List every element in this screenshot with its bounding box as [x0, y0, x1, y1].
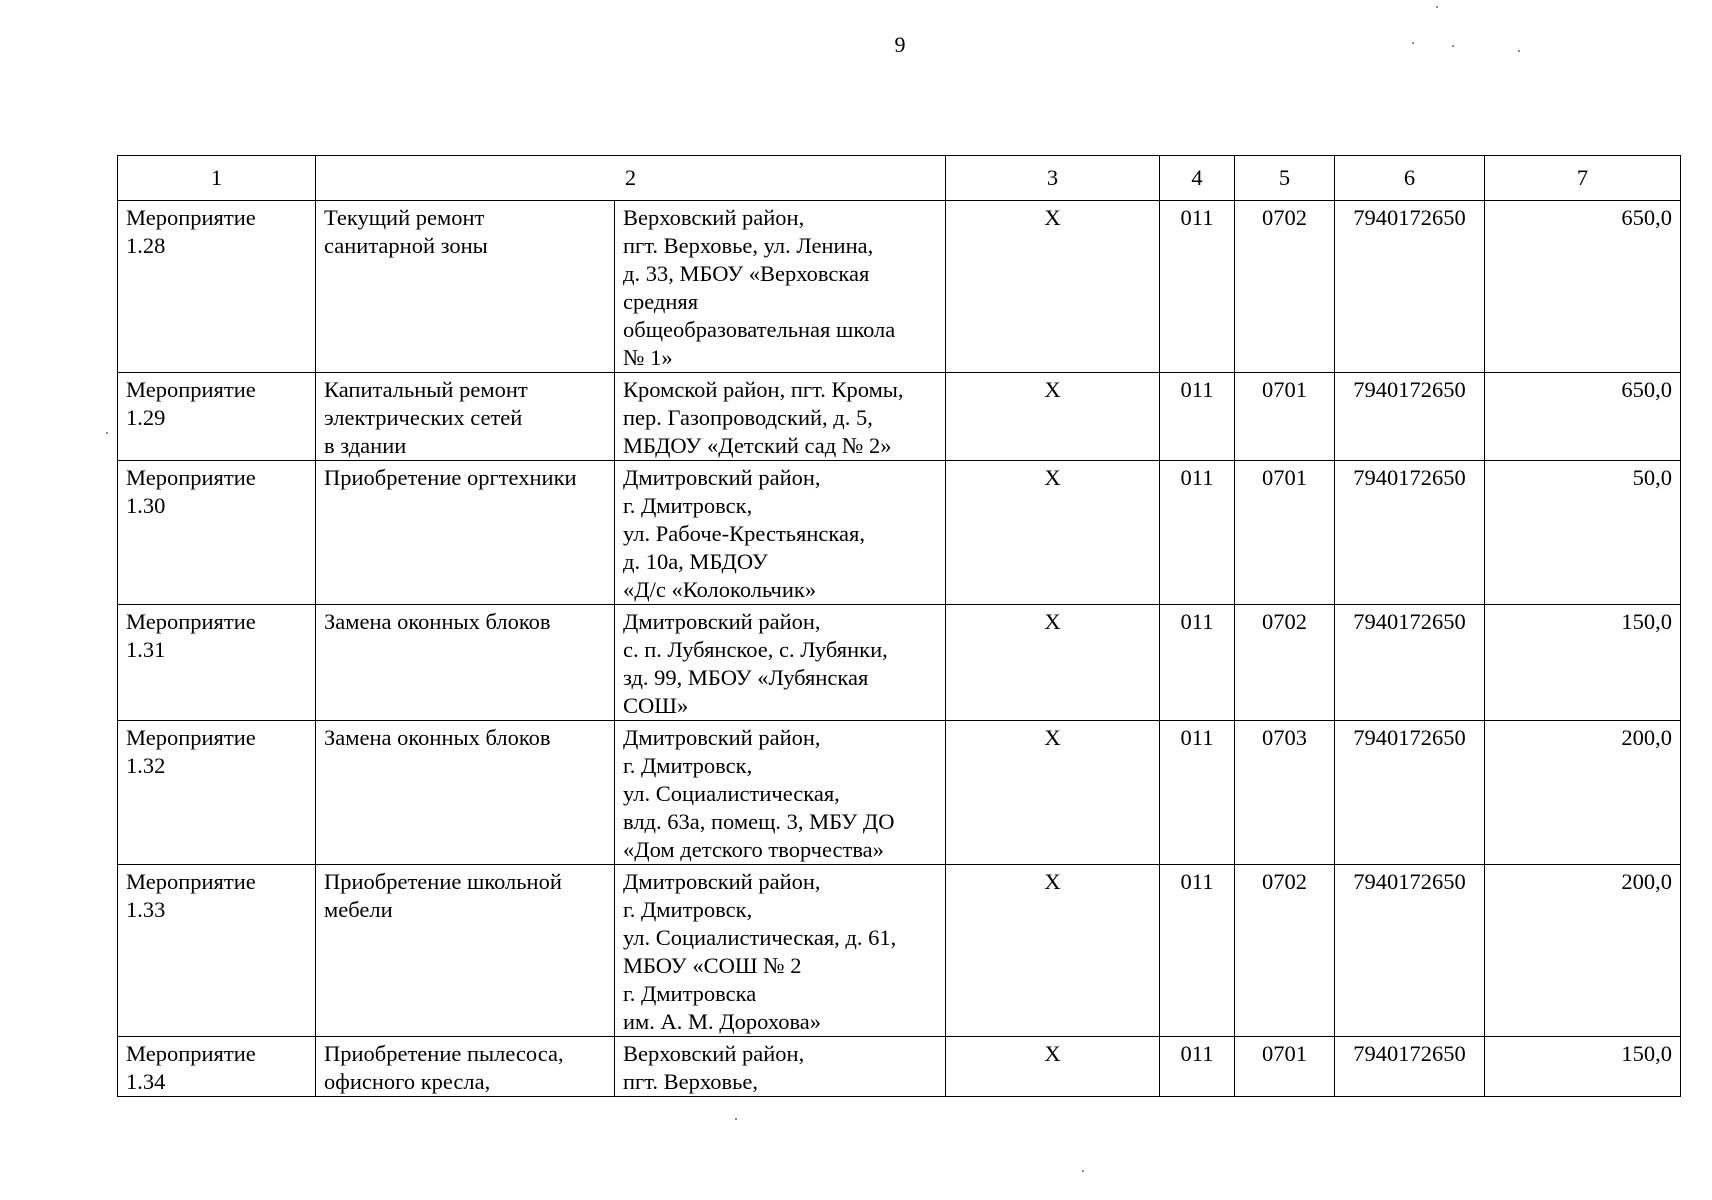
col-5-cell: 0701 [1235, 373, 1335, 461]
col-6-cell: 7940172650 [1335, 865, 1485, 1037]
header-col-3: 3 [946, 156, 1160, 201]
col-4-cell: 011 [1160, 865, 1235, 1037]
address-cell: Дмитровский район, г. Дмитровск, ул. Рабоче-Крестьянская, д. 10а, МБДОУ «Д/с «Колокольчик» [615, 461, 946, 605]
col-3-cell: Х [946, 605, 1160, 721]
col-6-cell: 7940172650 [1335, 201, 1485, 373]
scan-speck [1518, 50, 1520, 52]
address-cell: Дмитровский район, с. п. Лубянское, с. Лубянки, зд. 99, МБОУ «Лубянская СОШ» [615, 605, 946, 721]
scan-speck [106, 432, 108, 434]
col-4-cell: 011 [1160, 373, 1235, 461]
work-description-cell: Текущий ремонт санитарной зоны [316, 201, 615, 373]
scan-speck [1082, 1170, 1084, 1172]
table-row [118, 373, 1681, 461]
work-description-cell: Приобретение пылесоса, офисного кресла, [316, 1037, 615, 1097]
work-description-cell: Замена оконных блоков [316, 605, 615, 721]
col-5-cell: 0702 [1235, 865, 1335, 1037]
header-col-4: 4 [1160, 156, 1235, 201]
table-row [118, 461, 1681, 605]
event-cell: Мероприятие 1.33 [118, 865, 316, 1037]
amount-cell: 150,0 [1485, 1037, 1681, 1097]
address-cell: Верховский район, пгт. Верховье, [615, 1037, 946, 1097]
amount-cell: 200,0 [1485, 721, 1681, 865]
table-row [118, 201, 1681, 373]
col-3-cell: Х [946, 865, 1160, 1037]
header-row [118, 156, 1681, 201]
amount-cell: 200,0 [1485, 865, 1681, 1037]
work-description-cell: Капитальный ремонт электрических сетей в здании [316, 373, 615, 461]
header-col-6: 6 [1335, 156, 1485, 201]
address-cell: Верховский район, пгт. Верховье, ул. Ленина, д. 33, МБОУ «Верховская средняя общеобразовательная школа № 1» [615, 201, 946, 373]
header-col-1: 1 [118, 156, 316, 201]
event-cell: Мероприятие 1.28 [118, 201, 316, 373]
col-4-cell: 011 [1160, 605, 1235, 721]
table-row [118, 1037, 1681, 1097]
col-5-cell: 0702 [1235, 201, 1335, 373]
amount-cell: 650,0 [1485, 201, 1681, 373]
col-5-cell: 0703 [1235, 721, 1335, 865]
col-6-cell: 7940172650 [1335, 721, 1485, 865]
table-row [118, 605, 1681, 721]
header-col-7: 7 [1485, 156, 1681, 201]
col-5-cell: 0702 [1235, 605, 1335, 721]
col-4-cell: 011 [1160, 201, 1235, 373]
col-6-cell: 7940172650 [1335, 461, 1485, 605]
col-6-cell: 7940172650 [1335, 1037, 1485, 1097]
scan-speck [1436, 6, 1438, 8]
work-description-cell: Приобретение школьной мебели [316, 865, 615, 1037]
col-6-cell: 7940172650 [1335, 605, 1485, 721]
amount-cell: 50,0 [1485, 461, 1681, 605]
address-cell: Кромской район, пгт. Кромы, пер. Газопроводский, д. 5, МБДОУ «Детский сад № 2» [615, 373, 946, 461]
table-row [118, 865, 1681, 1037]
scan-speck [735, 1118, 737, 1120]
col-3-cell: Х [946, 461, 1160, 605]
address-cell: Дмитровский район, г. Дмитровск, ул. Социалистическая, влд. 63а, помещ. 3, МБУ ДО «Дом детского творчества» [615, 721, 946, 865]
scan-speck [1452, 45, 1454, 47]
budget-table [117, 155, 1681, 1097]
scan-speck [1412, 42, 1414, 44]
header-col-2: 2 [316, 156, 946, 201]
work-description-cell: Приобретение оргтехники [316, 461, 615, 605]
work-description-cell: Замена оконных блоков [316, 721, 615, 865]
event-cell: Мероприятие 1.32 [118, 721, 316, 865]
event-cell: Мероприятие 1.30 [118, 461, 316, 605]
header-col-5: 5 [1235, 156, 1335, 201]
amount-cell: 650,0 [1485, 373, 1681, 461]
col-4-cell: 011 [1160, 1037, 1235, 1097]
amount-cell: 150,0 [1485, 605, 1681, 721]
col-4-cell: 011 [1160, 461, 1235, 605]
col-5-cell: 0701 [1235, 461, 1335, 605]
col-6-cell: 7940172650 [1335, 373, 1485, 461]
address-cell: Дмитровский район, г. Дмитровск, ул. Социалистическая, д. 61, МБОУ «СОШ № 2 г. Дмитровска им. А. М. Дорохова» [615, 865, 946, 1037]
col-3-cell: Х [946, 201, 1160, 373]
col-3-cell: Х [946, 721, 1160, 865]
event-cell: Мероприятие 1.29 [118, 373, 316, 461]
event-cell: Мероприятие 1.31 [118, 605, 316, 721]
table-body [118, 201, 1681, 1097]
page-number: 9 [894, 32, 906, 57]
col-5-cell: 0701 [1235, 1037, 1335, 1097]
table-row [118, 721, 1681, 865]
col-3-cell: Х [946, 373, 1160, 461]
col-4-cell: 011 [1160, 721, 1235, 865]
col-3-cell: Х [946, 1037, 1160, 1097]
event-cell: Мероприятие 1.34 [118, 1037, 316, 1097]
